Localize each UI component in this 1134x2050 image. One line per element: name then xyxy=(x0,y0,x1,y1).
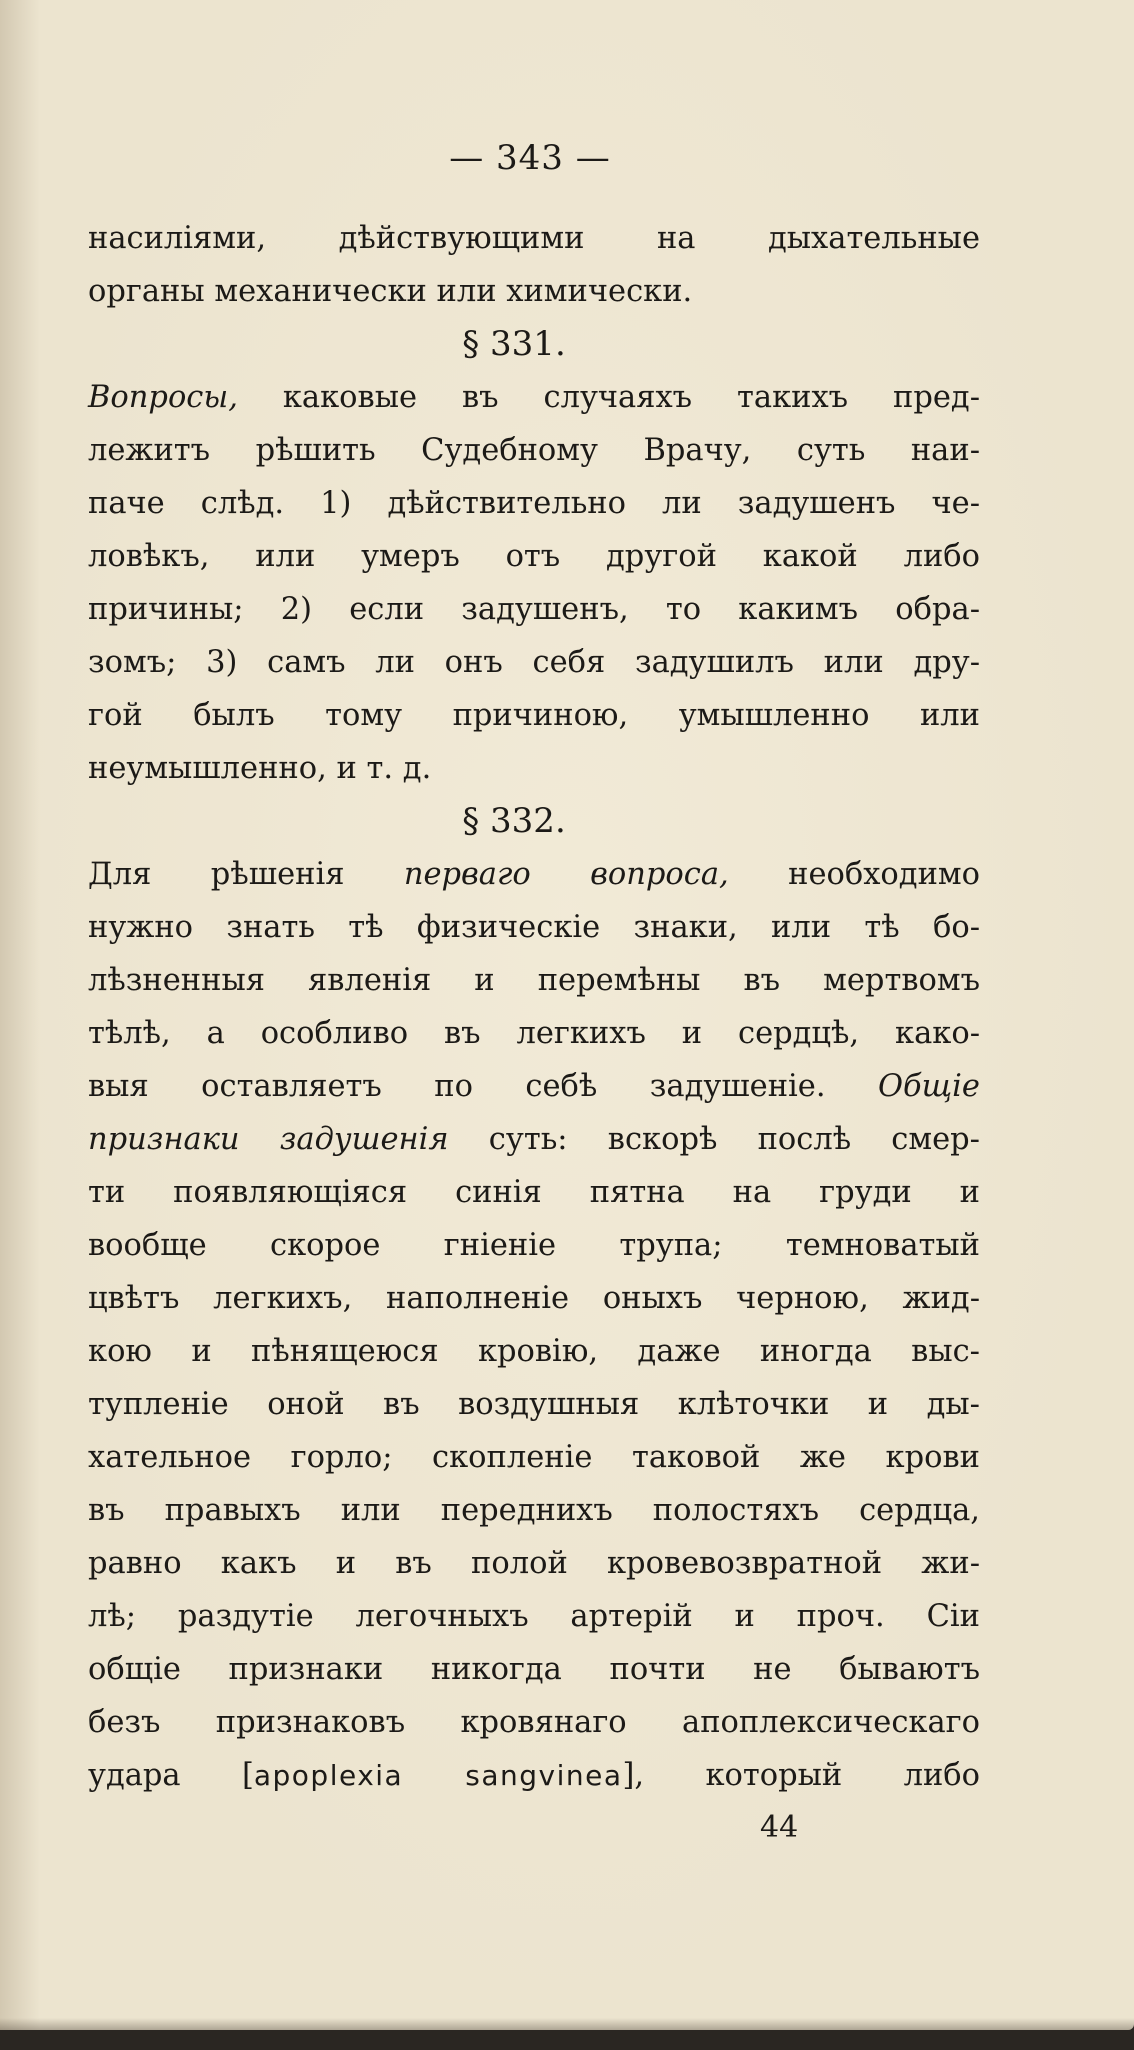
italic-text: признаки задушенiя xyxy=(88,1122,449,1157)
text-line xyxy=(88,1272,980,1325)
section-heading xyxy=(88,795,980,848)
text-run: неумышленно, и т. д. xyxy=(88,751,432,786)
text-run: равно какъ и въ полой кровевозвратной жи- xyxy=(88,1546,980,1581)
text-line xyxy=(88,1484,980,1537)
text-run: цвѣтъ легкихъ, наполненiе оныхъ черною, жид- xyxy=(88,1281,980,1316)
text-line xyxy=(88,1537,980,1590)
text-run: общiе признаки никогда почти не бываютъ xyxy=(88,1652,980,1687)
text-line xyxy=(88,1696,980,1749)
text-run: выя оставляетъ по себѣ задушенiе. xyxy=(88,1069,879,1104)
text-line xyxy=(88,1749,980,1802)
text-run: лѣзненныя явленiя и перемѣны въ мертвомъ xyxy=(88,963,980,998)
text-run: каковые въ случаяхъ такихъ пред- xyxy=(237,380,980,415)
italic-text: Вопросы, xyxy=(88,380,238,415)
text-run: насилiями, дѣйствующими на дыхательные xyxy=(88,221,980,256)
text-run: необходимо xyxy=(728,857,980,892)
text-run: тупленiе оной въ воздушныя клѣточки и ды- xyxy=(88,1387,980,1422)
text-run: ти появляющiяся синiя пятна на груди и xyxy=(88,1175,980,1210)
text-line xyxy=(88,212,980,265)
page-number: — 343 — xyxy=(449,138,611,178)
text-line xyxy=(88,583,980,636)
latin-text: apoplexia sangvinea xyxy=(253,1759,623,1792)
text-run: нужно знать тѣ физическiе знаки, или тѣ бо- xyxy=(88,910,980,945)
text-line xyxy=(88,1431,980,1484)
text-line xyxy=(88,1643,980,1696)
text-line xyxy=(88,1007,980,1060)
text-run: вообще скорое гнiенiе трупа; темноватый xyxy=(88,1228,980,1263)
signature-mark: 44 xyxy=(760,1810,799,1845)
text-run: Для рѣшенiя xyxy=(88,857,404,892)
italic-text: перваго вопроса, xyxy=(403,857,729,892)
text-run: лѣ; раздутiе легочныхъ артерiй и проч. Сiи xyxy=(88,1599,980,1634)
text-run: причины; 2) если задушенъ, то какимъ обра- xyxy=(88,592,980,627)
body-text xyxy=(88,212,980,1802)
text-line xyxy=(88,265,980,318)
text-line xyxy=(88,1378,980,1431)
text-run: тѣлѣ, а особливо въ легкихъ и сердцѣ, како- xyxy=(88,1016,980,1051)
text-run: ловѣкъ, или умеръ отъ другой какой либо xyxy=(88,539,980,574)
text-line xyxy=(88,1325,980,1378)
text-run: лежитъ рѣшить Судебному Врачу, суть наи- xyxy=(88,433,980,468)
text-run: зомъ; 3) самъ ли онъ себя задушилъ или дру- xyxy=(88,645,980,680)
text-run: гой былъ тому причиною, умышленно или xyxy=(88,698,980,733)
text-line xyxy=(88,954,980,1007)
text-line xyxy=(88,1166,980,1219)
italic-text: Общiе xyxy=(878,1069,980,1104)
text-line xyxy=(88,530,980,583)
text-run: хательное горло; скопленiе таковой же крови xyxy=(88,1440,980,1475)
text-run: удара [ xyxy=(88,1758,254,1793)
text-line xyxy=(88,1219,980,1272)
text-run: § 332. xyxy=(462,801,566,841)
text-run: ], который либо xyxy=(622,1758,980,1793)
text-line xyxy=(88,1590,980,1643)
text-line xyxy=(88,636,980,689)
text-run: кою и пѣнящеюся кровiю, даже иногда выс- xyxy=(88,1334,980,1369)
text-line xyxy=(88,424,980,477)
text-line xyxy=(88,1113,980,1166)
text-line xyxy=(88,477,980,530)
text-line xyxy=(88,1060,980,1113)
text-run: суть: вскорѣ послѣ смер- xyxy=(448,1122,980,1157)
section-heading xyxy=(88,318,980,371)
text-line xyxy=(88,371,980,424)
text-run: § 331. xyxy=(462,324,566,364)
text-line xyxy=(88,742,980,795)
text-run: органы механически или химически. xyxy=(88,274,693,309)
text-run: паче слѣд. 1) дѣйствительно ли задушенъ че- xyxy=(88,486,980,521)
text-run: безъ признаковъ кровянаго апоплексическаго xyxy=(88,1705,980,1740)
text-line xyxy=(88,689,980,742)
text-line xyxy=(88,848,980,901)
text-line xyxy=(88,901,980,954)
text-run: въ правыхъ или переднихъ полостяхъ сердца, xyxy=(88,1493,980,1528)
